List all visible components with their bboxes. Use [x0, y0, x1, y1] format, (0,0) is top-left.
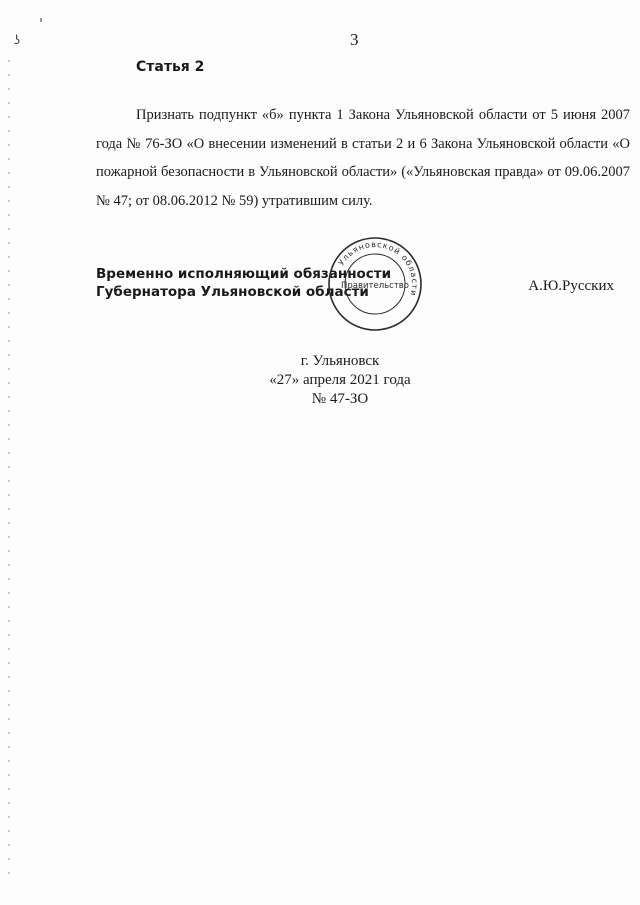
seal-ring-text: Ульяновской области: [336, 239, 420, 298]
footer-city: г. Ульяновск: [300, 353, 380, 369]
seal-center-text: Правительство: [341, 281, 409, 291]
page-number: 3: [350, 30, 359, 49]
signer-position-line2: Губернатора Ульяновской области: [96, 284, 369, 300]
scan-margin-dots: [8, 60, 10, 880]
scan-top-mark: [40, 18, 42, 22]
article-title: Статья 2: [136, 59, 205, 75]
footer-law-number: № 47-ЗО: [311, 391, 369, 407]
article-body-text: Признать подпункт «б» пункта 1 Закона Ульяновской области от 5 июня 2007 года № 76-ЗО «О внесении изменений в статьи 2 и 6 Закона Ульяновской области «О пожарной безопасности в Ульяновской области» («Ульяновская правда» от 09.06.2007 № 47; от 08.06.2012 № 59) утратившим силу.: [96, 107, 630, 209]
official-seal-stamp: [327, 236, 423, 332]
document-footer: [240, 352, 440, 409]
scan-corner-mark: ʖ: [14, 33, 21, 47]
signer-position-line1: Временно исполняющий обязанности: [96, 266, 392, 282]
footer-date: «27» апреля 2021 года: [269, 372, 411, 388]
signer-name: А.Ю.Русских: [528, 278, 614, 294]
